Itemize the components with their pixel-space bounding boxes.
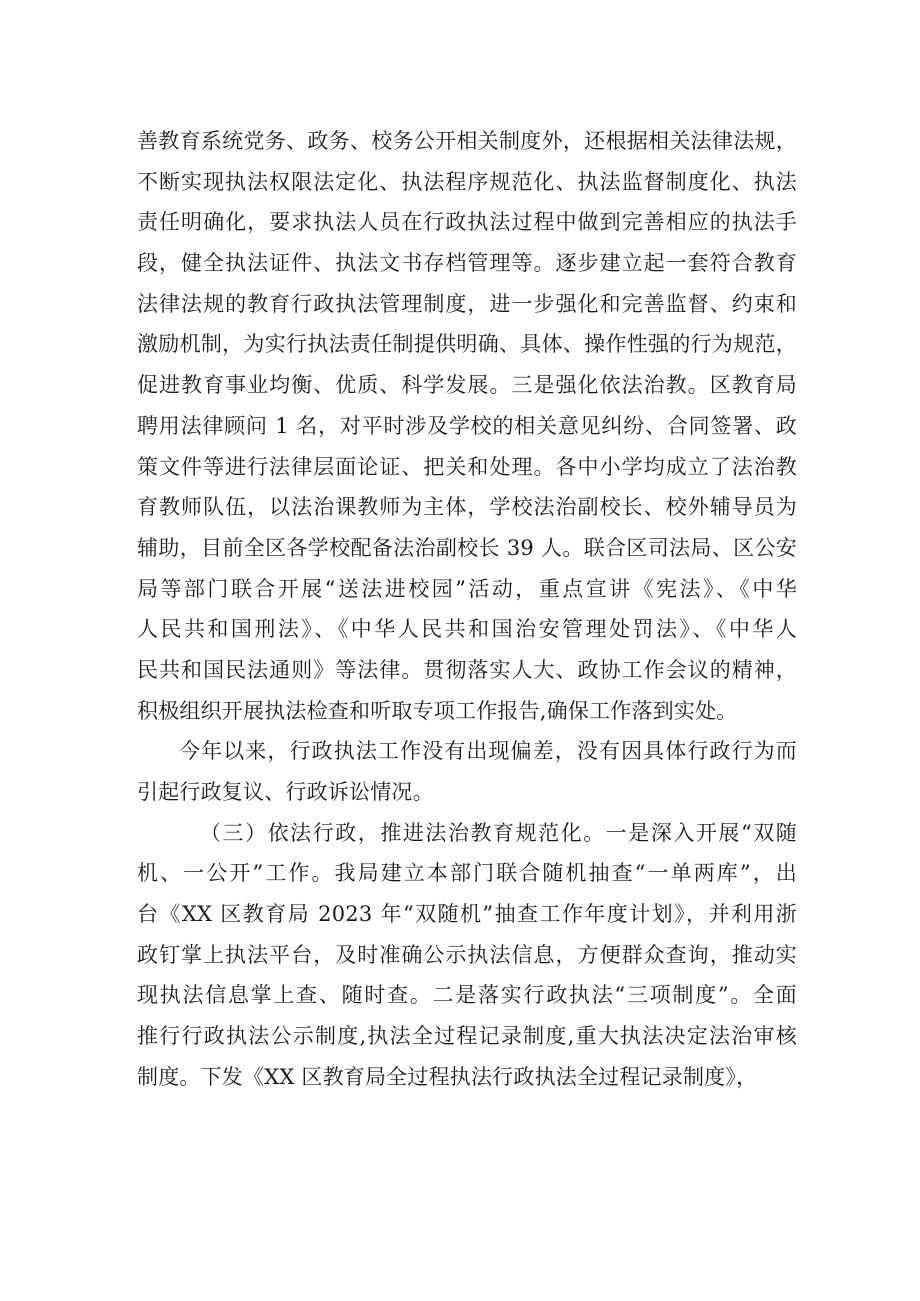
- paragraph-1-line-2: 不断实现执法权限法定化、执法程序规范化、执法监督制度化、执法: [137, 169, 797, 194]
- paragraph-1-line-1: 善教育系统党务、政务、校务公开相关制度外，还根据相关法律法规，: [137, 129, 797, 153]
- paragraph-3-line-2: 机、一公开”工作。我局建立本部门联合随机抽查“一单两库”，出: [137, 861, 797, 886]
- paragraph-1-line-11: 辅助，目前全区各学校配备法治副校长 39 人。联合区司法局、区公安: [137, 535, 797, 560]
- paragraph-3-line-5: 现执法信息掌上查、随时查。二是落实行政执法“三项制度”。全面: [137, 983, 797, 1008]
- paragraph-1-line-14: 民共和国民法通则》等法律。贯彻落实人大、政协工作会议的精神，: [137, 657, 797, 682]
- paragraph-1-line-5: 法律法规的教育行政执法管理制度，进一步强化和完善监督、约束和: [137, 291, 797, 316]
- paragraph-3-line-3: 台《XX 区教育局 2023 年“双随机”抽查工作年度计划》，并利用浙: [137, 902, 797, 927]
- paragraph-2-line-1: 今年以来，行政执法工作没有出现偏差，没有因具体行政行为而: [179, 739, 797, 764]
- paragraph-1-line-12: 局等部门联合开展“送法进校园”活动，重点宣讲《宪法》、《中华: [137, 576, 797, 601]
- paragraph-1-line-10: 育教师队伍，以法治课教师为主体，学校法治副校长、校外辅导员为: [137, 495, 797, 520]
- paragraph-1-line-8: 聘用法律顾问 1 名，对平时涉及学校的相关意见纠纷、合同签署、政: [137, 413, 797, 438]
- paragraph-1-line-13: 人民共和国刑法》、《中华人民共和国治安管理处罚法》、《中华人: [137, 617, 797, 642]
- paragraph-3-line-7: 制度。下发《XX 区教育局全过程执法行政执法全过程记录制度》，: [137, 1064, 758, 1089]
- paragraph-1-line-15: 积极组织开展执法检查和听取专项工作报告,确保工作落到实处。: [137, 698, 738, 723]
- paragraph-3-line-1: （三）依法行政，推进法治教育规范化。一是深入开展“双随: [200, 820, 797, 845]
- paragraph-1-line-3: 责任明确化，要求执法人员在行政执法过程中做到完善相应的执法手: [137, 210, 797, 235]
- paragraph-1-line-7: 促进教育事业均衡、优质、科学发展。三是强化依法治教。区教育局: [137, 373, 797, 398]
- paragraph-2-line-2: 引起行政复议、行政诉讼情况。: [137, 780, 434, 804]
- paragraph-1-line-9: 策文件等进行法律层面论证、把关和处理。各中小学均成立了法治教: [137, 454, 797, 479]
- paragraph-1-line-6: 激励机制，为实行执法责任制提供明确、具体、操作性强的行为规范，: [137, 332, 797, 357]
- paragraph-3-line-6: 推行行政执法公示制度,执法全过程记录制度,重大执法决定法治审核: [137, 1024, 797, 1049]
- paragraph-3-line-4: 政钉掌上执法平台，及时准确公示执法信息，方便群众查询，推动实: [137, 942, 797, 967]
- document-body: [137, 121, 797, 1098]
- paragraph-1-line-4: 段，健全执法证件、执法文书存档管理等。逐步建立起一套符合教育: [137, 251, 797, 276]
